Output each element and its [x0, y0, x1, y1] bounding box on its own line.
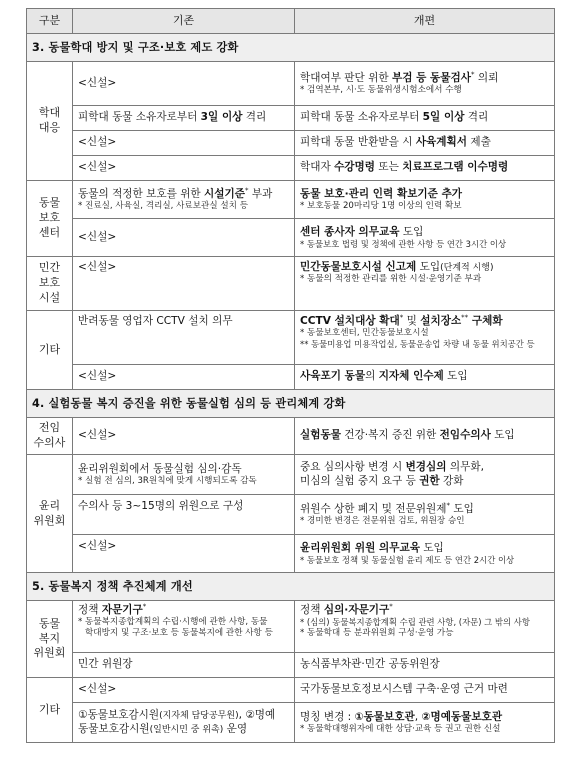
existing-cell: 동물의 적정한 보호를 위한 시설기준* 부과 * 진료실, 사육실, 격리실, 사료보관실 설치 등	[73, 181, 295, 219]
reformed-cell: 동물 보호·관리 인력 확보기준 추가 * 보호동물 20마리당 1명 이상의 인력 확보	[295, 181, 555, 219]
table-row	[27, 653, 555, 678]
table-header-row	[27, 9, 555, 34]
section-row	[27, 390, 555, 418]
existing-cell: 피학대 동물 소유자로부터 3일 이상 격리	[73, 106, 295, 131]
reformed-cell: 사육포기 동물의 지자체 인수제 도입	[295, 365, 555, 390]
table-row	[27, 418, 555, 455]
reformed-cell: 민간동물보호시설 신고제 도입(단계적 시행) * 동물의 적정한 관리를 위한 시설·운영기준 부과	[295, 257, 555, 311]
table-row	[27, 678, 555, 703]
category-label: 동물 복지 위원회	[27, 601, 73, 678]
existing-cell: <신설>	[73, 156, 295, 181]
category-label: 기타	[27, 311, 73, 390]
reformed-cell: 농식품부차관·민간 공동위원장	[295, 653, 555, 678]
reformed-cell: 위원수 상한 폐지 및 전문위원제* 도입 * 경미한 변경은 전문위원 검토, 위원장 승인	[295, 495, 555, 535]
section-row	[27, 34, 555, 62]
table-row	[27, 219, 555, 257]
category-label: 윤리 위원회	[27, 455, 73, 573]
reformed-cell: 실험동물 건강·복지 증진 위한 전임수의사 도입	[295, 418, 555, 455]
table-row	[27, 365, 555, 390]
table-row	[27, 181, 555, 219]
existing-cell: <신설>	[73, 62, 295, 106]
existing-cell: <신설>	[73, 418, 295, 455]
header-existing: 기존	[73, 9, 295, 34]
table-row	[27, 62, 555, 106]
reformed-cell: 학대여부 판단 위한 부검 등 동물검사* 의뢰 * 검역본부, 시·도 동물위생시험소에서 수행	[295, 62, 555, 106]
category-label: 민간 보호 시설	[27, 257, 73, 311]
existing-cell: ①동물보호감시원(지자체 담당공무원), ②명예 동물보호감시원(일반시민 중 위촉) 운영	[73, 703, 295, 743]
table-row	[27, 455, 555, 495]
existing-cell: 수의사 등 3~15명의 위원으로 구성	[73, 495, 295, 535]
existing-cell: 반려동물 영업자 CCTV 설치 의무	[73, 311, 295, 365]
section-row	[27, 573, 555, 601]
category-label: 기타	[27, 678, 73, 743]
category-label: 전임 수의사	[27, 418, 73, 455]
category-label: 동물 보호 센터	[27, 181, 73, 257]
existing-cell: <신설>	[73, 257, 295, 311]
existing-cell: <신설>	[73, 535, 295, 573]
reformed-cell: CCTV 설치대상 확대* 및 설치장소** 구체화 * 동물보호센터, 민간동물보호시설 ** 동물미용업 미용작업실, 동물운송업 차량 내 동물 위치공간 등	[295, 311, 555, 365]
header-category: 구분	[27, 9, 73, 34]
existing-cell: <신설>	[73, 365, 295, 390]
reformed-cell: 윤리위원회 위원 의무교육 도입 * 동물보호 정책 및 동물실험 윤리 제도 등 연간 2시간 이상	[295, 535, 555, 573]
table-row	[27, 495, 555, 535]
table-row	[27, 601, 555, 653]
table-row	[27, 106, 555, 131]
reform-comparison-table	[26, 8, 555, 743]
category-label: 학대 대응	[27, 62, 73, 181]
section-title: 4. 실험동물 복지 증진을 위한 동물실험 심의 등 관리체계 강화	[27, 390, 555, 418]
existing-cell: <신설>	[73, 219, 295, 257]
reformed-cell: 정책 심의·자문기구* * (심의) 동물복지종합계획 수립 관련 사항, (자문) 그 밖의 사항 * 동물학대 등 분과위원회 구성·운영 가능	[295, 601, 555, 653]
section-title: 5. 동물복지 정책 추진체계 개선	[27, 573, 555, 601]
reformed-cell: 피학대 동물 반환받을 시 사육계획서 제출	[295, 131, 555, 156]
table-row	[27, 131, 555, 156]
table-row	[27, 535, 555, 573]
existing-cell: <신설>	[73, 131, 295, 156]
reformed-cell: 명칭 변경 : ①동물보호관, ②명예동물보호관 * 동물학대행위자에 대한 상담·교육 등 권고 권한 신설	[295, 703, 555, 743]
reformed-cell: 학대자 수강명령 또는 치료프로그램 이수명령	[295, 156, 555, 181]
reformed-cell: 국가동물보호정보시스템 구축·운영 근거 마련	[295, 678, 555, 703]
reformed-cell: 센터 종사자 의무교육 도입 * 동물보호 법령 및 정책에 관한 사항 등 연간 3시간 이상	[295, 219, 555, 257]
table-row	[27, 311, 555, 365]
table-row	[27, 257, 555, 311]
reformed-cell: 중요 심의사항 변경 시 변경심의 의무화, 미심의 실험 중지 요구 등 권한 강화	[295, 455, 555, 495]
existing-cell: 민간 위원장	[73, 653, 295, 678]
table-row	[27, 156, 555, 181]
table-row	[27, 703, 555, 743]
header-reformed: 개편	[295, 9, 555, 34]
existing-cell: 윤리위원회에서 동물실험 심의·감독 * 실험 전 심의, 3R원칙에 맞게 시행되도록 감독	[73, 455, 295, 495]
existing-cell: <신설>	[73, 678, 295, 703]
reformed-cell: 피학대 동물 소유자로부터 5일 이상 격리	[295, 106, 555, 131]
existing-cell: 정책 자문기구* * 동물복지종합계획의 수립·시행에 관한 사항, 동물 학대방지 및 구조·보호 등 동물복지에 관한 사항 등	[73, 601, 295, 653]
section-title: 3. 동물학대 방지 및 구조·보호 제도 강화	[27, 34, 555, 62]
